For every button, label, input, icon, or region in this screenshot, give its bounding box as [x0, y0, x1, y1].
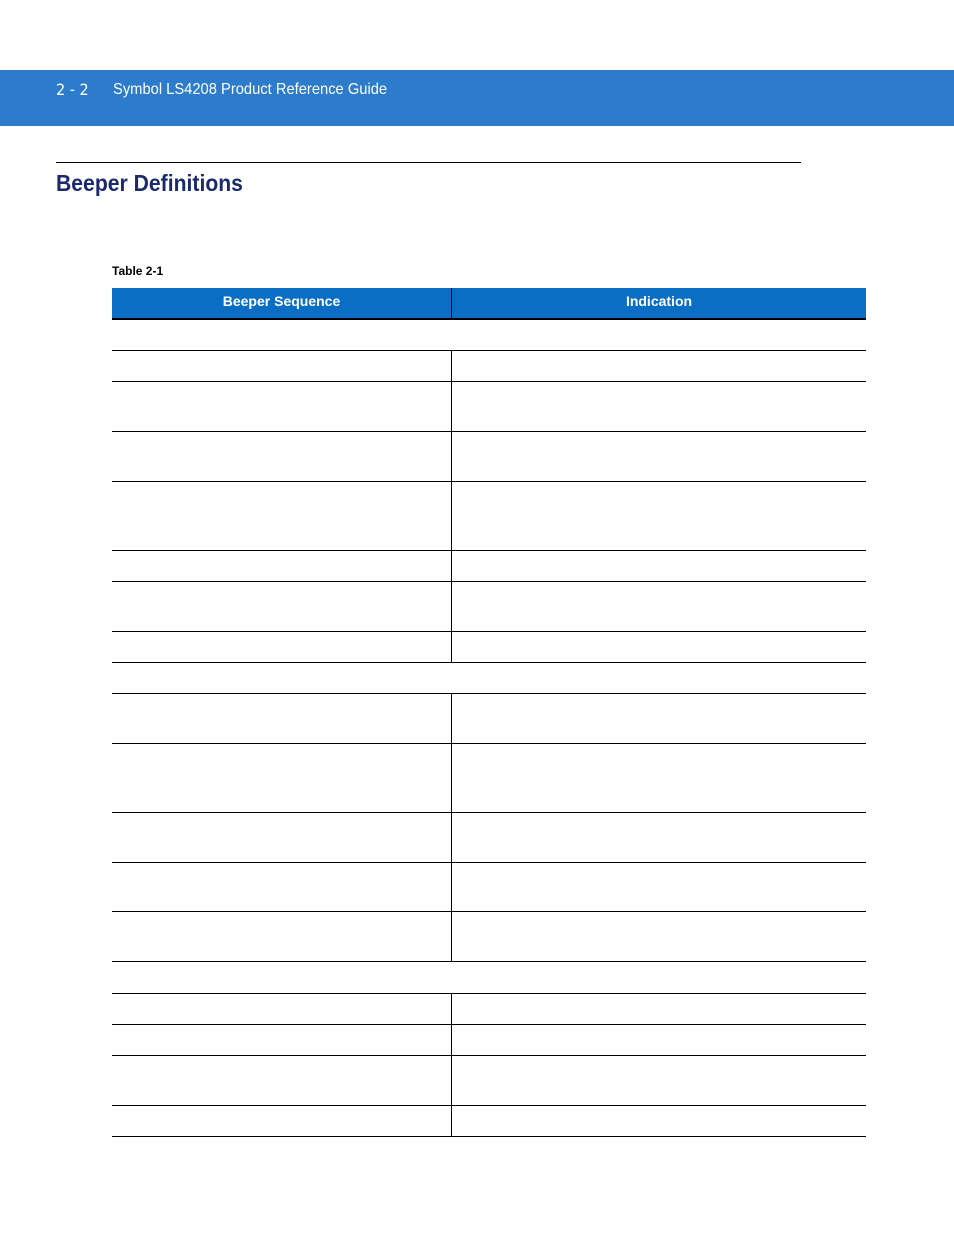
table-header	[112, 288, 866, 320]
beeper-sequence-cell	[112, 382, 451, 394]
table-caption: Table 2-1	[112, 264, 164, 278]
beeper-sequence-cell	[112, 1106, 451, 1118]
table-row	[112, 632, 866, 663]
beeper-sequence-cell	[112, 582, 451, 594]
table-row	[112, 744, 866, 813]
indication-cell	[452, 582, 866, 594]
indication-cell	[452, 1025, 866, 1037]
section-rule	[56, 162, 801, 163]
table-row	[112, 432, 866, 482]
table-row	[112, 863, 866, 912]
beeper-sequence-cell	[112, 351, 451, 363]
table-row	[112, 694, 866, 744]
table-row	[112, 582, 866, 632]
table-group-row	[112, 663, 866, 694]
indication-cell	[452, 382, 866, 394]
beeper-sequence-cell	[112, 632, 451, 644]
beeper-sequence-cell	[112, 432, 451, 444]
beeper-sequence-cell	[112, 813, 451, 825]
table-row	[112, 551, 866, 582]
indication-cell	[452, 351, 866, 363]
beeper-sequence-cell	[112, 694, 451, 706]
indication-cell	[452, 863, 866, 875]
guide-title: Symbol LS4208 Product Reference Guide	[113, 81, 388, 98]
table-row	[112, 351, 866, 382]
table-row	[112, 1106, 866, 1137]
indication-cell	[452, 813, 866, 825]
group-label	[112, 663, 866, 675]
beeper-sequence-cell	[112, 1056, 451, 1068]
table-row	[112, 1056, 866, 1106]
beeper-sequence-cell	[112, 863, 451, 875]
table-row	[112, 1025, 866, 1056]
group-label	[112, 320, 866, 332]
table-row	[112, 382, 866, 432]
beeper-sequence-cell	[112, 551, 451, 563]
page-number: 2 - 2	[56, 80, 89, 99]
indication-cell	[452, 632, 866, 644]
indication-cell	[452, 482, 866, 494]
indication-cell	[452, 432, 866, 444]
indication-cell	[452, 551, 866, 563]
table-row	[112, 994, 866, 1025]
beeper-sequence-cell	[112, 994, 451, 1006]
indication-cell	[452, 1106, 866, 1118]
beeper-table-body	[112, 320, 866, 1137]
table-row	[112, 912, 866, 962]
table-group-row	[112, 962, 866, 994]
indication-cell	[452, 994, 866, 1006]
indication-cell	[452, 1056, 866, 1068]
table-row	[112, 482, 866, 551]
indication-cell	[452, 744, 866, 756]
indication-cell	[452, 694, 866, 706]
beeper-sequence-cell	[112, 1025, 451, 1037]
indication-cell	[452, 912, 866, 924]
section-title: Beeper Definitions	[56, 170, 243, 196]
table-row	[112, 813, 866, 863]
table-group-row	[112, 320, 866, 351]
column-header-indication: Indication	[625, 293, 693, 309]
beeper-sequence-cell	[112, 912, 451, 924]
group-label	[112, 962, 866, 974]
beeper-sequence-cell	[112, 744, 451, 756]
beeper-sequence-cell	[112, 482, 451, 494]
column-header-beeper-sequence: Beeper Sequence	[222, 293, 341, 309]
